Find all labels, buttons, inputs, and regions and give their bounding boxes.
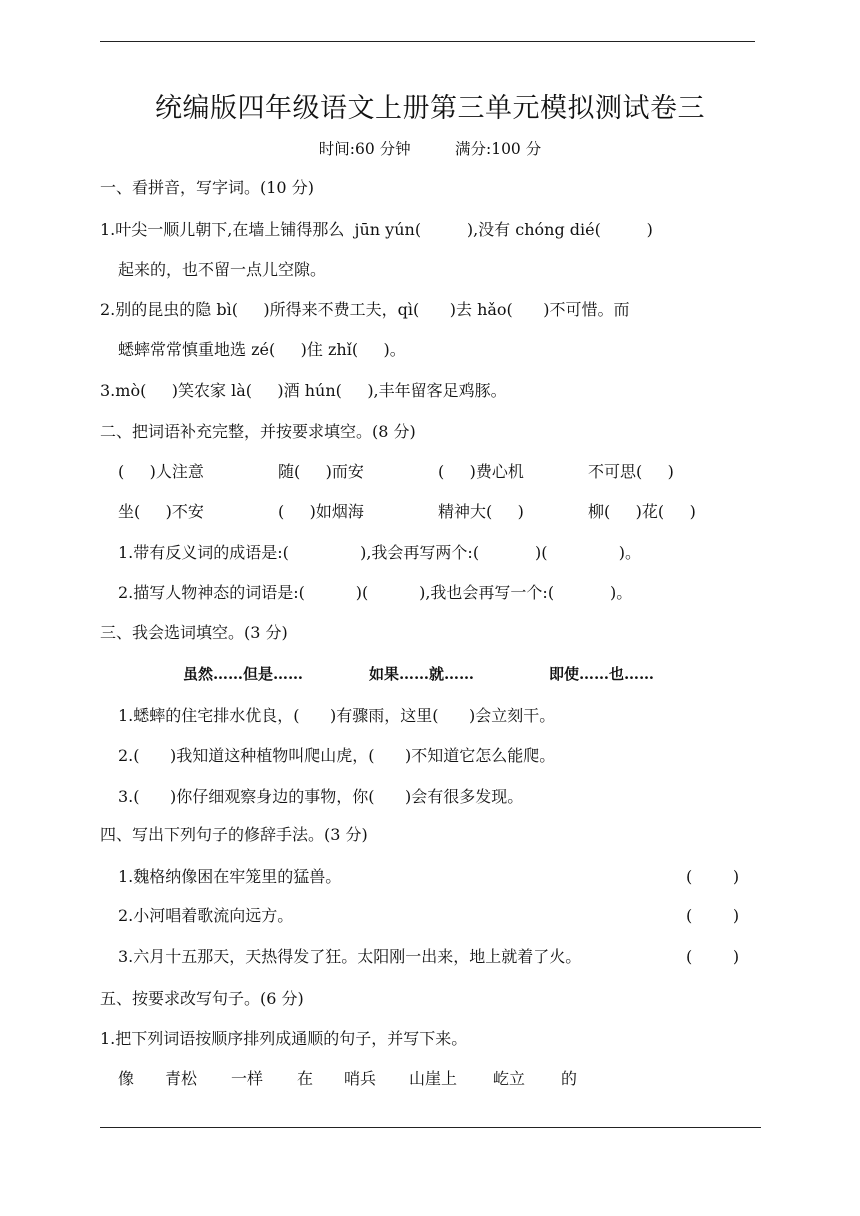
word-item: 的: [561, 1069, 578, 1088]
section-4-question-1: 1.魏格纳像困在牢笼里的猛兽。: [118, 867, 342, 886]
idiom-blank: 不可思( ): [588, 462, 674, 481]
section-4-question-3: 3.六月十五那天，天热得发了狂。太阳刚一出来，地上就着了火。: [118, 947, 582, 966]
section-1-question-3: 3.mò( )笑农家 là( )酒 hún( ),丰年留客足鸡豚。: [100, 381, 507, 400]
section-2-question-2: 2.描写人物神态的词语是:( )( ),我也会再写一个:( )。: [118, 583, 633, 602]
bottom-rule: [100, 1127, 761, 1128]
conjunction-option: 虽然……但是……: [183, 665, 304, 683]
section-1-question-2-continued: 蟋蟀常常慎重地选 zé( )住 zhǐ( )。: [118, 340, 406, 359]
idiom-blank: ( )如烟海: [278, 502, 364, 521]
section-3-heading: 三、我会选词填空。(3 分): [100, 623, 288, 642]
word-item: 像: [118, 1069, 135, 1088]
section-4-question-2: 2.小河唱着歌流向远方。: [118, 906, 294, 925]
top-rule: [100, 41, 755, 42]
section-5-question-1: 1.把下列词语按顺序排列成通顺的句子，并写下来。: [100, 1029, 468, 1048]
word-item: 哨兵: [344, 1069, 377, 1088]
conjunction-option: 如果……就……: [369, 665, 475, 683]
conjunction-option: 即使……也……: [549, 665, 655, 683]
section-1-heading: 一、看拼音，写字词。(10 分): [100, 178, 314, 197]
section-1-question-1: 1.叶尖一顺儿朝下,在墙上铺得那么 jūn yún( ),没有 chóng dié( ): [100, 220, 653, 239]
word-item: 青松: [165, 1069, 198, 1088]
word-item: 在: [297, 1069, 314, 1088]
exam-info: 时间:60 分钟 满分:100 分: [318, 140, 542, 158]
section-2-question-1: 1.带有反义词的成语是:( ),我会再写两个:( )( )。: [118, 543, 641, 562]
section-5-heading: 五、按要求改写句子。(6 分): [100, 989, 304, 1008]
word-item: 一样: [231, 1069, 264, 1088]
section-3-question-3: 3.( )你仔细观察身边的事物，你( )会有很多发现。: [118, 787, 524, 806]
word-item: 屹立: [493, 1069, 526, 1088]
section-3-question-1: 1.蟋蟀的住宅排水优良，( )有骤雨，这里( )会立刻干。: [118, 706, 556, 725]
idiom-blank: ( )人注意: [118, 462, 204, 481]
answer-blank: ( ): [686, 906, 740, 925]
idiom-blank: ( )费心机: [438, 462, 524, 481]
section-3-question-2: 2.( )我知道这种植物叫爬山虎，( )不知道它怎么能爬。: [118, 746, 556, 765]
answer-blank: ( ): [686, 947, 740, 966]
idiom-blank: 随( )而安: [278, 462, 364, 481]
idiom-blank: 柳( )花( ): [588, 502, 696, 521]
section-4-heading: 四、写出下列句子的修辞手法。(3 分): [100, 825, 368, 844]
word-item: 山崖上: [409, 1069, 458, 1088]
section-1-question-1-continued: 起来的，也不留一点儿空隙。: [118, 260, 327, 279]
section-1-question-2: 2.别的昆虫的隐 bì( )所得来不费工夫，qì( )去 hǎo( )不可惜。而: [100, 300, 630, 319]
answer-blank: ( ): [686, 867, 740, 886]
idiom-blank: 坐( )不安: [118, 502, 204, 521]
page-title: 统编版四年级语文上册第三单元模拟测试卷三: [155, 93, 705, 124]
idiom-blank: 精神大( ): [438, 502, 524, 521]
section-2-heading: 二、把词语补充完整，并按要求填空。(8 分): [100, 422, 416, 441]
